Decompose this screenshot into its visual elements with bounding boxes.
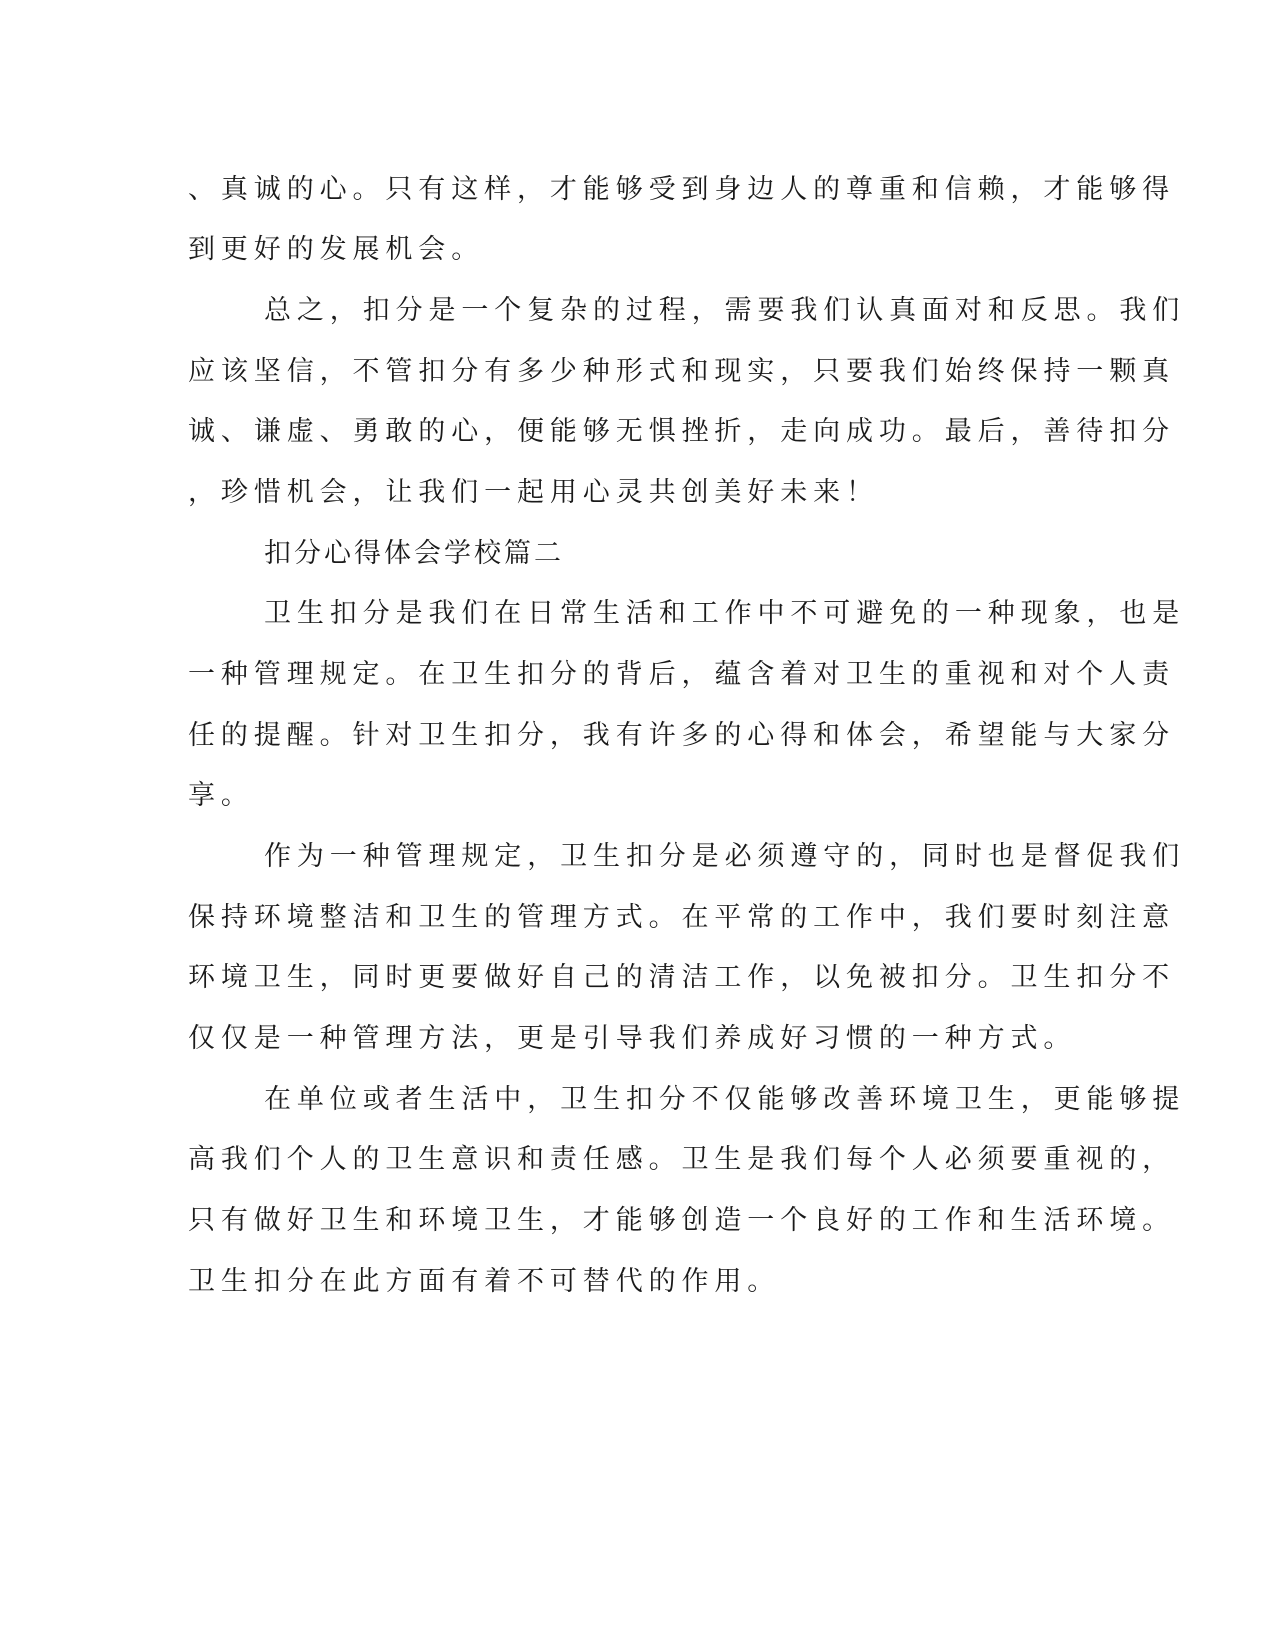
paragraph-2-line-2: 应该坚信，不管扣分有多少种形式和现实，只要我们始终保持一颗真 <box>188 356 1175 387</box>
paragraph-5-line-3: 只有做好卫生和环境卫生，才能够创造一个良好的工作和生活环境。 <box>188 1205 1175 1236</box>
paragraph-1-line-1: 、真诚的心。只有这样，才能够受到身边人的尊重和信赖，才能够得 <box>188 174 1175 205</box>
paragraph-2-line-4: ，珍惜机会，让我们一起用心灵共创美好未来！ <box>188 477 879 508</box>
paragraph-2-line-3: 诚、谦虚、勇敢的心，便能够无惧挫折，走向成功。最后，善待扣分 <box>188 416 1175 447</box>
paragraph-1-line-2: 到更好的发展机会。 <box>188 234 485 265</box>
paragraph-5-line-2: 高我们个人的卫生意识和责任感。卫生是我们每个人必须要重视的， <box>188 1144 1175 1175</box>
paragraph-4-line-3: 环境卫生，同时更要做好自己的清洁工作，以免被扣分。卫生扣分不 <box>188 962 1175 993</box>
paragraph-4-line-1: 作为一种管理规定，卫生扣分是必须遵守的，同时也是督促我们 <box>264 841 1186 872</box>
paragraph-3-line-2: 一种管理规定。在卫生扣分的背后，蕴含着对卫生的重视和对个人责 <box>188 659 1175 690</box>
paragraph-3-line-1: 卫生扣分是我们在日常生活和工作中不可避免的一种现象，也是 <box>264 598 1186 629</box>
paragraph-5-line-4: 卫生扣分在此方面有着不可替代的作用。 <box>188 1266 781 1297</box>
section-heading: 扣分心得体会学校篇二 <box>264 538 564 569</box>
paragraph-5-line-1: 在单位或者生活中，卫生扣分不仅能够改善环境卫生，更能够提 <box>264 1084 1186 1115</box>
paragraph-4-line-2: 保持环境整洁和卫生的管理方式。在平常的工作中，我们要时刻注意 <box>188 902 1175 933</box>
paragraph-4-line-4: 仅仅是一种管理方法，更是引导我们养成好习惯的一种方式。 <box>188 1023 1077 1054</box>
paragraph-2-line-1: 总之，扣分是一个复杂的过程，需要我们认真面对和反思。我们 <box>264 295 1186 326</box>
paragraph-3-line-4: 享。 <box>188 780 254 811</box>
paragraph-3-line-3: 任的提醒。针对卫生扣分，我有许多的心得和体会，希望能与大家分 <box>188 720 1175 751</box>
